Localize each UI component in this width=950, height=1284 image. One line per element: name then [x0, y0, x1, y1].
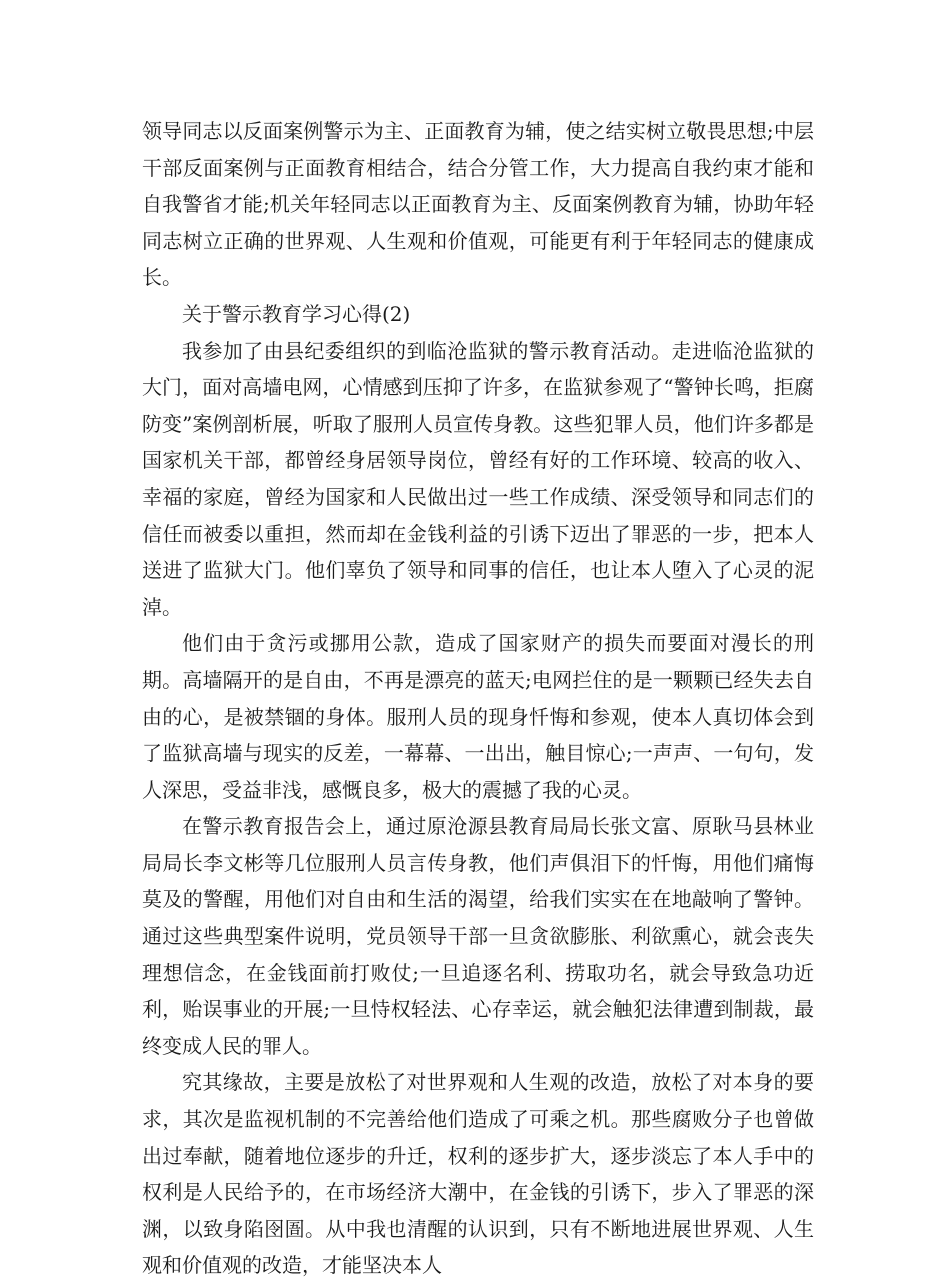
document-body — [142, 113, 814, 1284]
paragraph-reason: 究其缘故，主要是放松了对世界观和人生观的改造，放松了对本身的要求，其次是监视机制的不完善给他们造成了可乘之机。那些腐败分子也曾做出过奉献，随着地位逐步的升迁，权利的逐步扩大，逐步淡忘了本人手中的权利是人民给予的，在市场经济大潮中，在金钱的引诱下，步入了罪恶的深渊，以致身陷囹圄。从中我也清醒的认识到，只有不断地进展世界观、人生观和价值观的改造，才能坚决本人 — [142, 1070, 814, 1278]
paragraph-prison: 他们由于贪污或挪用公款，造成了国家财产的损失而要面对漫长的刑期。高墙隔开的是自由，不再是漂亮的蓝天;电网拦住的是一颗颗已经失去自由的心，是被禁锢的身体。服刑人员的现身忏悔和参观，使本人真切体会到了监狱高墙与现实的反差，一幕幕、一出出，触目惊心;一声声、一句句，发人深思，受益非浅，感慨良多，极大的震撼了我的心灵。 — [142, 631, 814, 802]
paragraph-report: 在警示教育报告会上，通过原沧源县教育局局长张文富、原耿马县林业局局长李文彬等几位服刑人员言传身教，他们声俱泪下的忏悔，用他们痛悔莫及的警醒，用他们对自由和生活的渴望，给我们实实在在地敲响了警钟。通过这些典型案件说明，党员领导干部一旦贪欲膨胀、利欲熏心，就会丧失理想信念，在金钱面前打败仗;一旦追逐名利、捞取功名，就会导致急功近利，贻误事业的开展;一旦恃权轻法、心存幸运，就会触犯法律遭到制裁，最终变成人民的罪人。 — [142, 814, 814, 1058]
section-heading: 关于警示教育学习心得(2) — [182, 301, 411, 326]
paragraph-continuation: 领导同志以反面案例警示为主、正面教育为辅，使之结实树立敬畏思想;中层干部反面案例与正面教育相结合，结合分管工作，大力提高自我约束才能和自我警省才能;机关年轻同志以正面教育为主、反面案例教育为辅，协助年轻同志树立正确的世界观、人生观和价值观，可能更有利于年轻同志的健康成长。 — [142, 119, 814, 290]
paragraph-visit: 我参加了由县纪委组织的到临沧监狱的警示教育活动。走进临沧监狱的大门，面对高墙电网，心情感到压抑了许多，在监狱参观了“警钟长鸣，拒腐防变”案例剖析展，听取了服刑人员宣传身教。这些犯罪人员，他们许多都是国家机关干部，都曾经身居领导岗位，曾经有好的工作环境、较高的收入、幸福的家庭，曾经为国家和人民做出过一些工作成绩、深受领导和同志们的信任而被委以重担，然而却在金钱利益的引诱下迈出了罪恶的一步，把本人送进了监狱大门。他们辜负了领导和同事的信任，也让本人堕入了心灵的泥淖。 — [142, 338, 814, 619]
